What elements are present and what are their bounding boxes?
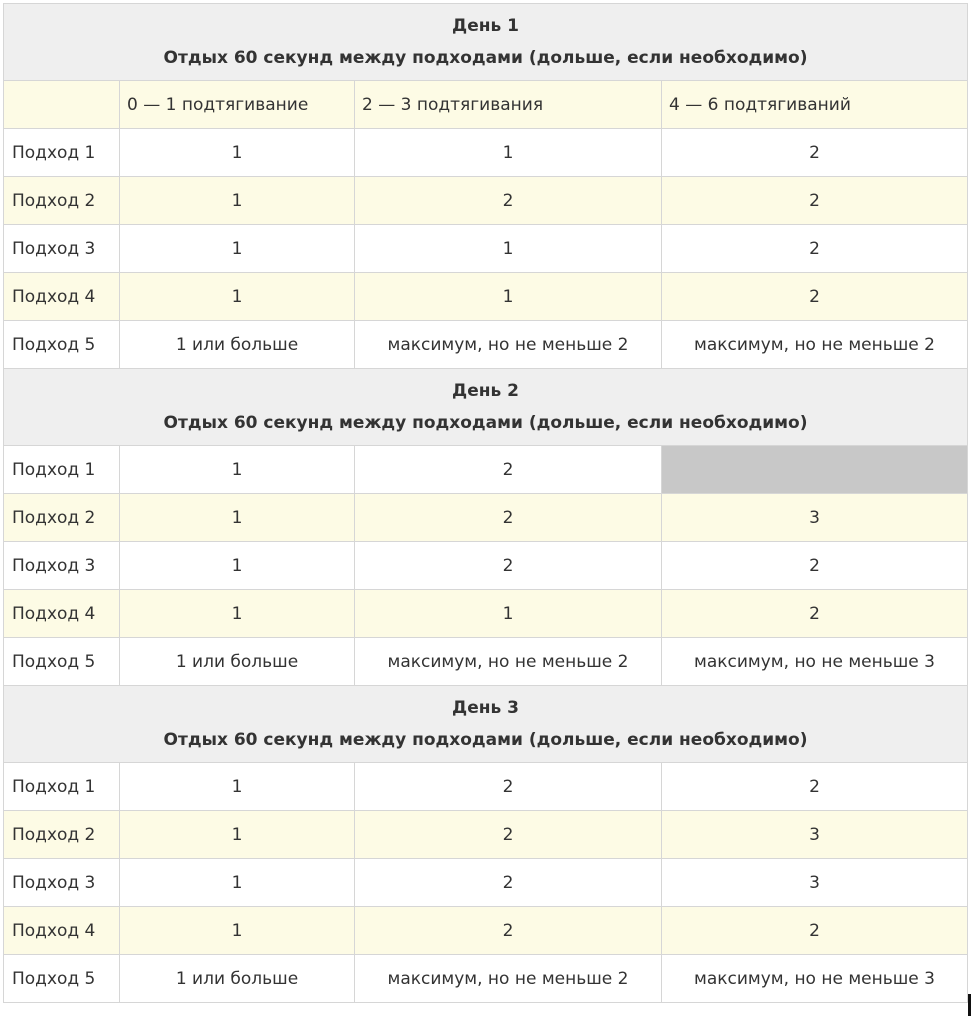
set-label: Подход 5 <box>4 638 120 686</box>
table-cell: 1 <box>120 907 355 955</box>
set-label: Подход 4 <box>4 907 120 955</box>
table-cell: максимум, но не меньше 2 <box>662 321 968 369</box>
text-cursor <box>968 994 971 1016</box>
table-row <box>4 811 968 859</box>
table-row <box>4 273 968 321</box>
set-label: Подход 3 <box>4 542 120 590</box>
table-cell: 1 <box>355 129 662 177</box>
table-row <box>4 955 968 1003</box>
table-row <box>4 638 968 686</box>
table-cell: 2 <box>662 177 968 225</box>
table-cell: 2 <box>662 763 968 811</box>
table-cell: 1 <box>355 273 662 321</box>
table-cell: 2 <box>355 859 662 907</box>
table-cell: 3 <box>662 859 968 907</box>
workout-table <box>3 3 968 1003</box>
table-cell: 1 <box>120 590 355 638</box>
table-cell: 2 <box>355 542 662 590</box>
table-cell: 2 <box>662 590 968 638</box>
table-cell: 3 <box>662 494 968 542</box>
table-row <box>4 177 968 225</box>
table-cell: 1 или больше <box>120 638 355 686</box>
set-label: Подход 4 <box>4 590 120 638</box>
table-cell: максимум, но не меньше 2 <box>355 321 662 369</box>
day-1-header <box>4 4 968 81</box>
set-label: Подход 3 <box>4 225 120 273</box>
table-cell: максимум, но не меньше 3 <box>662 955 968 1003</box>
table-cell: 2 <box>662 129 968 177</box>
table-row <box>4 763 968 811</box>
column-header-row <box>4 81 968 129</box>
table-cell: максимум, но не меньше 2 <box>355 955 662 1003</box>
table-cell: 1 <box>120 763 355 811</box>
day-1-header-row <box>4 4 968 81</box>
table-cell: 1 <box>120 494 355 542</box>
table-row <box>4 225 968 273</box>
rest-note: Отдых 60 секунд между подходами (дольше, если необходимо) <box>163 48 808 68</box>
table-cell: 2 <box>662 225 968 273</box>
table-cell: 3 <box>662 811 968 859</box>
table-cell: 1 <box>120 811 355 859</box>
table-cell: 2 <box>355 763 662 811</box>
table-cell: 2 <box>355 494 662 542</box>
set-label: Подход 1 <box>4 446 120 494</box>
set-label: Подход 2 <box>4 811 120 859</box>
set-label: Подход 1 <box>4 763 120 811</box>
table-row <box>4 590 968 638</box>
empty-cell <box>662 446 968 494</box>
table-cell: 1 <box>120 177 355 225</box>
set-label: Подход 3 <box>4 859 120 907</box>
table-cell: 1 <box>120 542 355 590</box>
set-label: Подход 2 <box>4 494 120 542</box>
table-cell: максимум, но не меньше 3 <box>662 638 968 686</box>
table-row <box>4 542 968 590</box>
day-2-header <box>4 369 968 446</box>
day-3-header <box>4 686 968 763</box>
table-cell: 2 <box>355 177 662 225</box>
table-cell: 2 <box>662 542 968 590</box>
column-header-4-6: 4 — 6 подтягиваний <box>662 81 968 129</box>
day-title: День 1 <box>452 16 519 36</box>
table-cell: 1 <box>355 225 662 273</box>
set-label: Подход 5 <box>4 321 120 369</box>
table-row <box>4 494 968 542</box>
table-cell: 1 <box>120 859 355 907</box>
table-cell: 1 <box>355 590 662 638</box>
set-label: Подход 1 <box>4 129 120 177</box>
table-cell: 1 <box>120 225 355 273</box>
table-cell: 1 <box>120 446 355 494</box>
set-label: Подход 4 <box>4 273 120 321</box>
table-cell: 2 <box>662 907 968 955</box>
table-row <box>4 321 968 369</box>
table-cell: 2 <box>355 446 662 494</box>
day-3-header-row <box>4 686 968 763</box>
day-title: День 2 <box>452 381 519 401</box>
table-cell: 2 <box>355 811 662 859</box>
table-cell: 2 <box>355 907 662 955</box>
set-label: Подход 5 <box>4 955 120 1003</box>
table-cell: 1 <box>120 129 355 177</box>
table-cell: 2 <box>662 273 968 321</box>
table-row <box>4 446 968 494</box>
rest-note: Отдых 60 секунд между подходами (дольше, если необходимо) <box>163 730 808 750</box>
rest-note: Отдых 60 секунд между подходами (дольше, если необходимо) <box>163 413 808 433</box>
table-row <box>4 907 968 955</box>
table-cell: 1 или больше <box>120 321 355 369</box>
table-cell: 1 <box>120 273 355 321</box>
day-title: День 3 <box>452 698 519 718</box>
column-header-2-3: 2 — 3 подтягивания <box>355 81 662 129</box>
column-header-0-1: 0 — 1 подтягивание <box>120 81 355 129</box>
table-cell: максимум, но не меньше 2 <box>355 638 662 686</box>
table-row <box>4 859 968 907</box>
column-header-empty <box>4 81 120 129</box>
day-2-header-row <box>4 369 968 446</box>
table-cell: 1 или больше <box>120 955 355 1003</box>
table-row <box>4 129 968 177</box>
set-label: Подход 2 <box>4 177 120 225</box>
